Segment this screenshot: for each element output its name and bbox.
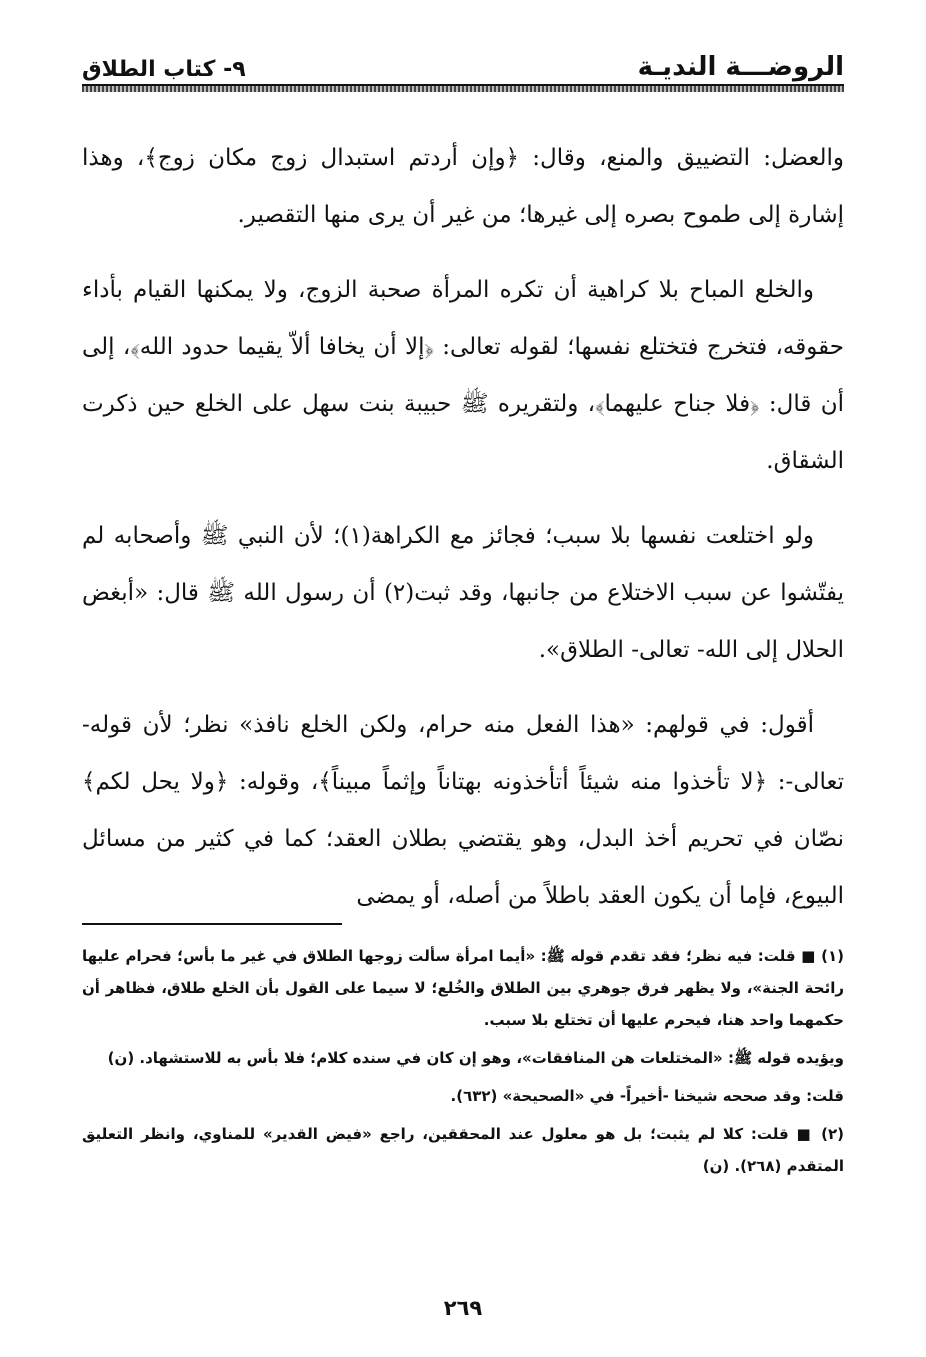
header-rule xyxy=(82,84,844,92)
footnotes xyxy=(82,940,844,1188)
paragraph-1: والعضل: التضييق والمنع، وقال: ﴿وإن أردتم استبدال زوج مكان زوج﴾، وهذا إشارة إلى طموح بصره إلى غيرها؛ من غير أن يرى منها التقصير. xyxy=(82,145,844,228)
paragraph-4: أقول: في قولهم: «هذا الفعل منه حرام، ولكن الخلع نافذ» نظر؛ لأن قوله-تعالى-: ﴿لا تأخذوا منه شيئاً أتأخذونه بهتاناً وإثماً مبيناً﴾، وقوله: ﴿ولا يحل لكم﴾ نصّان في تحريم أخذ البدل، وهو يقتضي بطلان العقد؛ كما في كثير من مسائل البيوع، فإما أن يكون العقد باطلاً من أصله، أو يمضى xyxy=(82,712,844,909)
paragraph-2: والخلع المباح بلا كراهية أن تكره المرأة صحبة الزوج، ولا يمكنها القيام بأداء حقوقه، فتخرج فتختلع نفسها؛ لقوله تعالى: ﴿إلا أن يخافا ألاّ يقيما حدود الله﴾، إلى أن قال: ﴿فلا جناح عليهما﴾، ولتقريره ﷺ حبيبة بنت سهل على الخلع حين ذكرت الشقاق. xyxy=(82,277,844,474)
running-header xyxy=(82,38,844,82)
paragraph-3: ولو اختلعت نفسها بلا سبب؛ فجائز مع الكراهة(١)؛ لأن النبي ﷺ وأصحابه لم يفتّشوا عن سبب الاختلاع من جانبها، وقد ثبت(٢) أن رسول الله ﷺ قال: «أبغض الحلال إلى الله- تعالى- الطلاق». xyxy=(82,523,844,663)
chapter-title: ٩- كتاب الطلاق xyxy=(82,57,246,82)
footnote-2: (٢) ■ قلت: كلا لم يثبت؛ بل هو معلول عند المحققين، راجع «فيض القدير» للمناوي، وانظر التعليق المتقدم (٢٦٨). (ن) xyxy=(82,1125,844,1175)
page-number: ٢٦٩ xyxy=(443,1296,483,1320)
book-title: الروضـــة النديـة xyxy=(637,52,844,82)
footnote-separator xyxy=(82,923,342,925)
footnote-1: (١) ■ قلت: فيه نظر؛ فقد تقدم قوله ﷺ: «أيما امرأة سألت زوجها الطلاق في غير ما بأس؛ فحرام عليها رائحة الجنة»، ولا يظهر فرق جوهري بين الطلاق والخُلع؛ لا سيما على القول بأن الخلع طلاق، فظاهر أن حكمهما واحد هنا، فيحرم عليها أن تختلع بلا سبب. xyxy=(82,947,844,1029)
main-text xyxy=(82,130,844,943)
footnote-1-remark: قلت: وقد صححه شيخنا -أخيراً- في «الصحيحة» (٦٣٢). xyxy=(450,1087,844,1105)
footnote-1-continued: ويؤيده قوله ﷺ: «المختلعات هن المنافقات»، وهو إن كان في سنده كلام؛ فلا بأس به للاستشهاد. (ن) xyxy=(107,1049,844,1067)
